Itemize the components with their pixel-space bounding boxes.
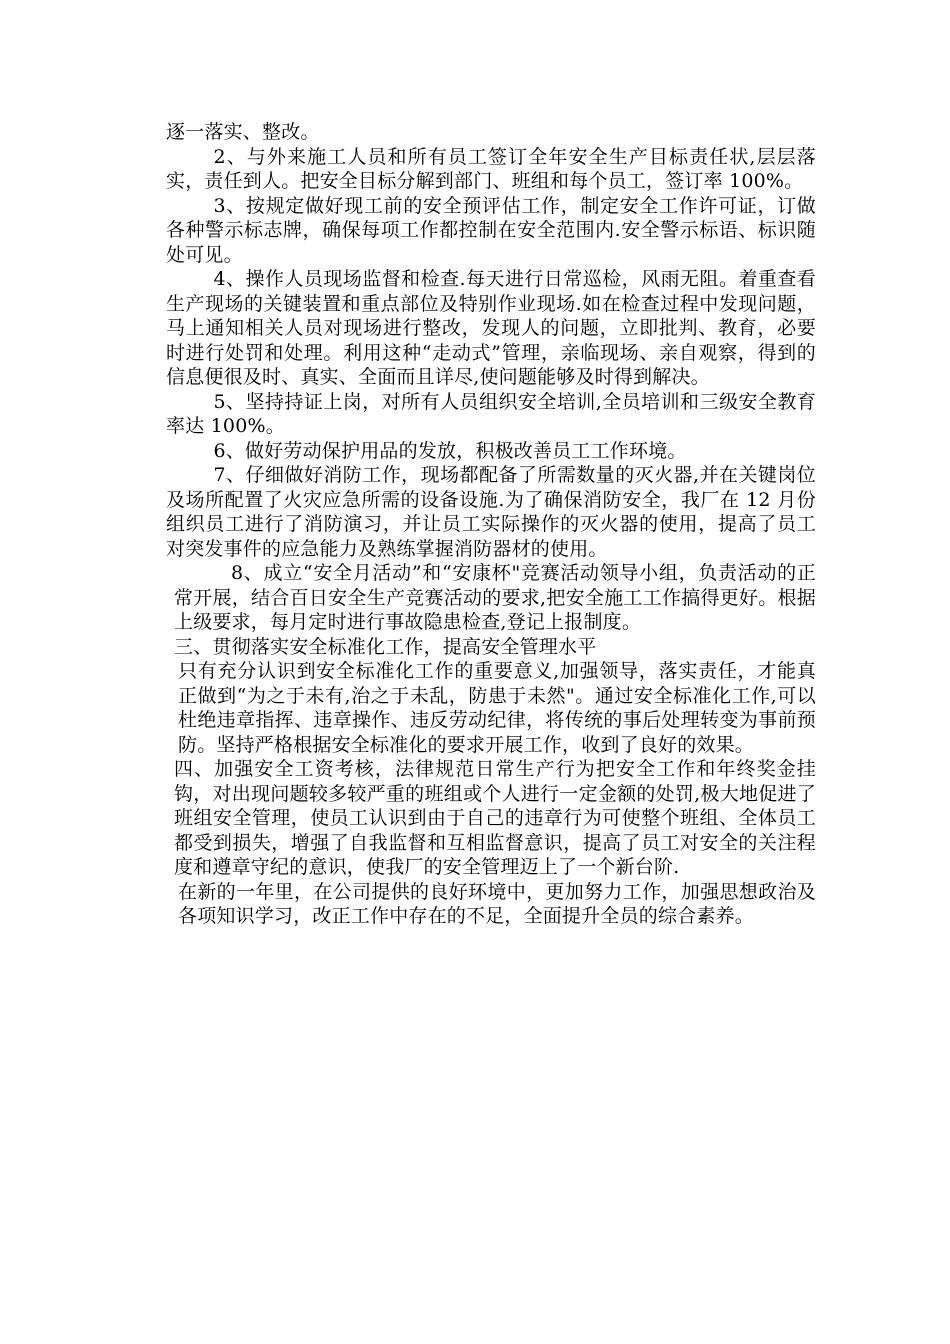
section-heading-3: 三、贯彻落实安全标准化工作，提高安全管理水平: [174, 635, 597, 658]
paragraph-item-8: 8、成立“安全月活动”和“安康杯"竞赛活动领导小组，负责活动的正常开展，结合百日安全生产竞赛活动的要求,把安全施工工作搞得更好。根据上级要求，每月定时进行事故隐患检查,登记上报制度。: [174, 562, 816, 633]
paragraph-item-6: 6、做好劳动保护用品的发放，积极改善员工工作环境。: [213, 439, 687, 462]
paragraph-standardization: 只有充分认识到安全标准化工作的重要意义,加强领导，落实责任，才能真正做到“为之于未有,治之于未乱，防患于未然"。通过安全标准化工作,可以杜绝违章指挥、违章操作、违反劳动纪律，将传统的事后处理转变为事前预防。坚持严格根据安全标准化的要求开展工作，收到了良好的效果。: [178, 660, 816, 756]
paragraph-item-7: 7、仔细做好消防工作，现场都配备了所需数量的灭火器,并在关键岗位及场所配置了火灾应急所需的设备设施.为了确保消防安全，我厂在 12 月份组织员工进行了消防演习，并让员工实际操作的灭火器的使用，提高了员工对突发事件的应急能力及熟练掌握消防器材的使用。: [166, 464, 816, 560]
paragraph-item-2: 2、与外来施工人员和所有员工签订全年安全生产目标责任状,层层落实，责任到人。把安全目标分解到部门、班组和每个员工，签订率 100%。: [166, 145, 816, 192]
section-heading-4-paragraph: 四、加强安全工资考核，法律规范日常生产行为把安全工作和年终奖金挂钩，对出现问题较多较严重的班组或个人进行一定金额的处罚,极大地促进了班组安全管理，使员工认识到由于自己的违章行为可使整个班组、全体员工都受到损失，增强了自我监督和互相监督意识，提高了员工对安全的关注程度和遵章守纪的意识，使我厂的安全管理迈上了一个新台阶.: [174, 758, 816, 878]
paragraph-item-3: 3、按规定做好现工前的安全预评估工作，制定安全工作许可证，订做各种警示标志牌，确保每项工作都控制在安全范围内.安全警示标语、标识随处可见。: [166, 194, 816, 266]
paragraph-continuation: 逐一落实、整改。: [166, 121, 320, 143]
document-body: [166, 120, 816, 929]
paragraph-item-5: 5、坚持持证上岗，对所有人员组织安全培训,全员培训和三级安全教育率达 100%。: [166, 390, 816, 437]
paragraph-item-4: 4、操作人员现场监督和检查.每天进行日常巡检，风雨无阻。着重查看生产现场的关键装置和重点部位及特别作业现场.如在检查过程中发现问题，马上通知相关人员对现场进行整改，发现人的问题，立即批判、教育，必要时进行处罚和处理。利用这种“走动式”管理，亲临现场、亲自观察，得到的信息便很及时、真实、全面而且详尽,使问题能够及时得到解决。: [166, 268, 816, 388]
paragraph-closing: 在新的一年里，在公司提供的良好环境中，更加努力工作，加强思想政治及各项知识学习，改正工作中存在的不足，全面提升全员的综合素养。: [178, 880, 816, 927]
